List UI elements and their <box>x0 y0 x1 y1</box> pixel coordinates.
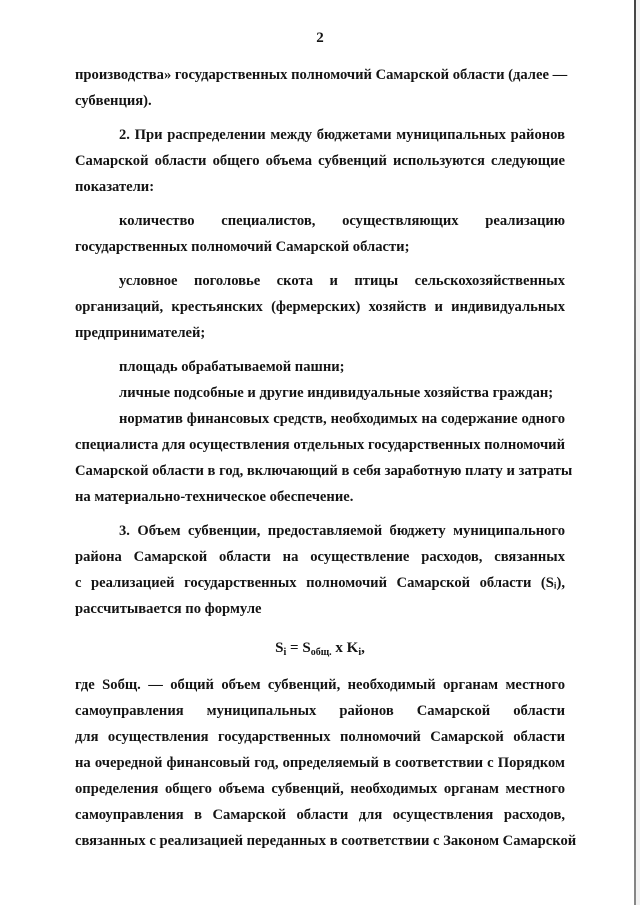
text-line: определения общего объема субвенций, необходимых органам местного <box>75 781 565 797</box>
paragraph <box>75 672 577 854</box>
text-line: самоуправления в Самарской области для осуществления расходов, <box>75 807 565 823</box>
paragraph <box>75 268 565 346</box>
paragraph-gap <box>75 346 565 354</box>
paragraph <box>75 122 565 200</box>
scan-border <box>636 0 640 905</box>
text-line: производства» государственных полномочий Самарской области (далее — <box>75 67 568 83</box>
scan-edge-line <box>634 0 636 905</box>
text-line: для осуществления государственных полномочий Самарской области <box>75 729 565 745</box>
paragraph-list <box>75 62 573 622</box>
text-line: района Самарской области на осуществление расходов, связанных <box>75 549 565 565</box>
text-line: личные подсобные и другие индивидуальные хозяйства граждан; <box>119 385 554 401</box>
page-number: 2 <box>316 30 324 46</box>
text-line: специалиста для осуществления отдельных государственных полномочий <box>75 437 565 453</box>
text-line: самоуправления муниципальных районов Самарской области <box>75 703 565 719</box>
text-line: показатели: <box>75 179 155 195</box>
formula-equals: = <box>286 640 303 656</box>
text-line: организаций, крестьянских (фермерских) хозяйств и индивидуальных <box>75 299 565 315</box>
text-line: связанных с реализацией переданных в соответствии с Законом Самарской <box>75 833 577 849</box>
text-line: предпринимателей; <box>75 325 206 341</box>
text-line: 2. При распределении между бюджетами муниципальных районов <box>119 127 565 143</box>
paragraph <box>75 380 565 406</box>
formula-explanation <box>75 672 577 854</box>
paragraph-gap <box>75 114 565 122</box>
text-line: Самарской области общего объема субвенций используются следующие <box>75 153 565 169</box>
formula <box>75 628 565 668</box>
formula-rhs1-sub: общ. <box>310 647 332 658</box>
text-line: рассчитывается по формуле <box>75 601 262 617</box>
text-line: 3. Объем субвенции, предоставляемой бюджету муниципального <box>119 523 565 539</box>
paragraph <box>75 208 565 260</box>
formula-lhs-sub: i <box>283 647 287 658</box>
text-line: Самарской области в год, включающий в себя заработную плату и затраты <box>75 463 573 479</box>
paragraph <box>75 518 565 622</box>
text-line: где Sобщ. — общий объем субвенций, необходимый органам местного <box>75 677 565 693</box>
paragraph-gap <box>75 260 565 268</box>
text-line: норматив финансовых средств, необходимых на содержание одного <box>119 411 565 427</box>
paragraph <box>75 354 565 380</box>
text-line: на материально-техническое обеспечение. <box>75 489 354 505</box>
formula-rhs1: S <box>302 640 311 656</box>
paragraph <box>75 406 573 510</box>
formula-times: x <box>331 640 347 656</box>
text-line: условное поголовье скота и птицы сельскохозяйственных <box>119 273 565 289</box>
text-line: с реализацией государственных полномочий Самарской области (Sᵢ), <box>75 575 565 591</box>
paragraph <box>75 62 568 114</box>
formula-rhs2: K <box>346 640 359 656</box>
text-line: количество специалистов, осуществляющих реализацию <box>119 213 565 229</box>
paragraph-gap <box>75 510 565 518</box>
text-line: на очередной финансовый год, определяемый в соответствии с Порядком <box>75 755 565 771</box>
formula-end: , <box>361 640 365 656</box>
formula-lhs: S <box>275 640 284 656</box>
text-line: площадь обрабатываемой пашни; <box>119 359 345 375</box>
paragraph-gap <box>75 200 565 208</box>
document-body <box>75 62 577 854</box>
formula-rhs2-sub: i <box>358 647 362 658</box>
text-line: субвенция). <box>75 93 152 109</box>
text-line: государственных полномочий Самарской области; <box>75 239 410 255</box>
